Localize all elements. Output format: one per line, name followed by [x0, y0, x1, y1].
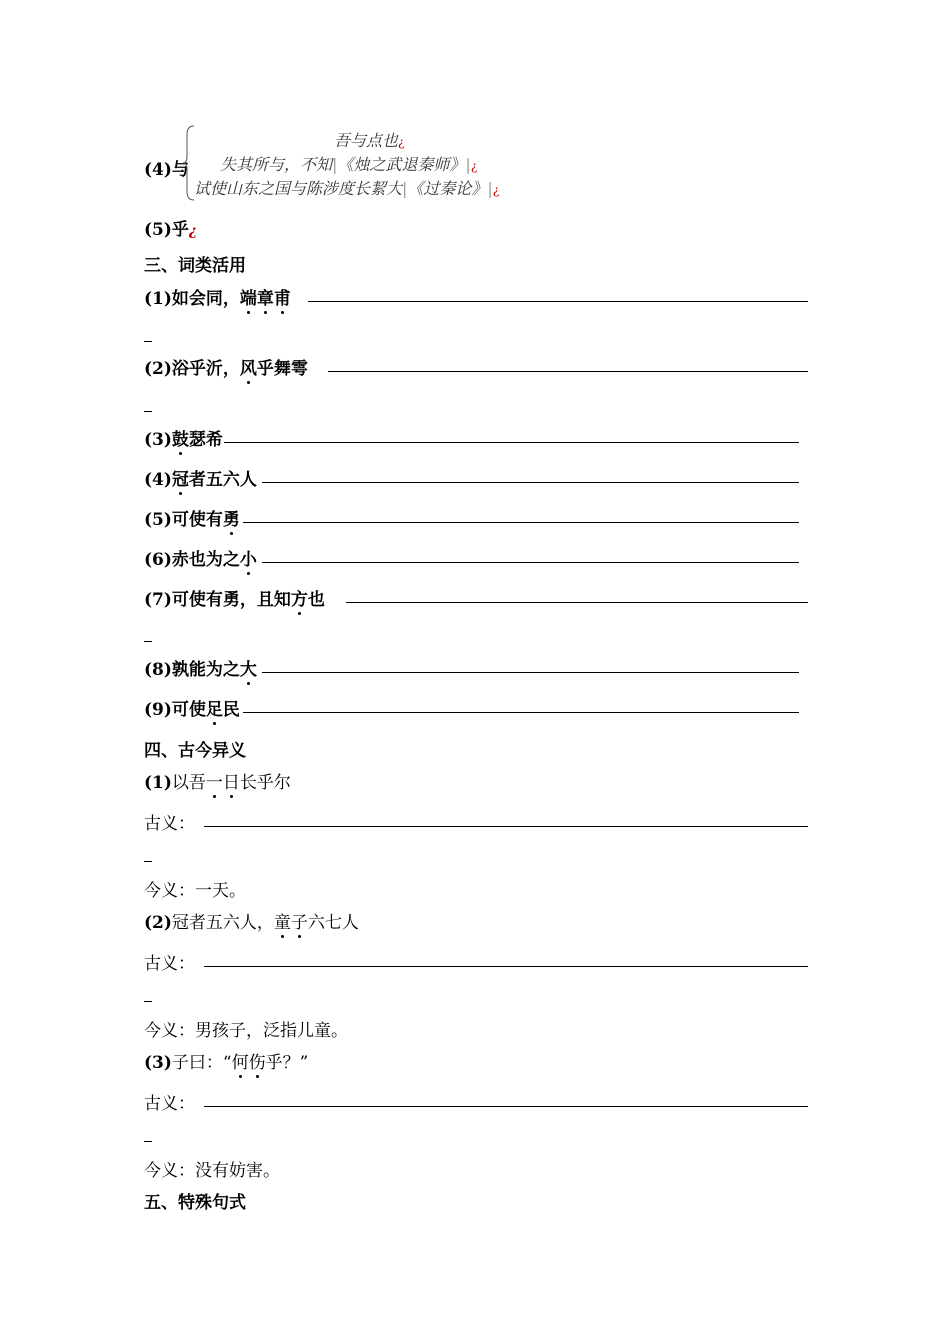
answer-line[interactable]	[243, 522, 799, 523]
answer-line[interactable]	[346, 602, 808, 603]
s4-item-3: (3)子曰：“何伤乎？”	[144, 1048, 308, 1073]
modern-meaning-1: 今义：一天。	[144, 881, 246, 901]
answer-line[interactable]	[204, 966, 808, 967]
yu-example-1: 吾与点也¿	[334, 131, 405, 150]
yu-example-3: 试使山东之国与陈涉度长絜大|《过秦论》|¿	[194, 179, 500, 198]
ancient-meaning-label: 古义：	[144, 1094, 195, 1114]
s3-item-5: (5)可使有勇	[144, 505, 240, 530]
s3-item-4: (4)冠者五六人	[144, 465, 257, 490]
s3-item-3: (3)鼓瑟希	[144, 425, 223, 450]
answer-line-continuation[interactable]	[144, 341, 152, 342]
answer-line[interactable]	[308, 301, 808, 302]
yu-example-2: 失其所与，不知|《烛之武退秦师》|¿	[220, 155, 478, 174]
modern-meaning-3: 今义：没有妨害。	[144, 1161, 280, 1181]
answer-line-continuation[interactable]	[144, 641, 152, 642]
answer-line-continuation[interactable]	[144, 1001, 152, 1002]
s3-item-7: (7)可使有勇，且知方也	[144, 585, 325, 610]
answer-line-continuation[interactable]	[144, 861, 152, 862]
s3-item-1: (1)如会同，端章甫	[144, 284, 291, 309]
s4-item-1: (1)以吾一日长乎尔	[144, 768, 291, 793]
ancient-meaning-label: 古义：	[144, 814, 195, 834]
answer-line[interactable]	[204, 826, 808, 827]
s3-item-6: (6)赤也为之小	[144, 545, 257, 570]
item-4-yu-label: (4)与	[144, 160, 189, 180]
heading-ancient-modern-meaning: 四、古今异义	[144, 741, 246, 761]
answer-line[interactable]	[328, 371, 808, 372]
answer-line[interactable]	[243, 712, 799, 713]
s3-item-9: (9)可使足民	[144, 695, 240, 720]
ancient-meaning-label: 古义：	[144, 954, 195, 974]
heading-special-sentence: 五、特殊句式	[144, 1193, 246, 1213]
answer-line[interactable]	[224, 442, 799, 443]
s4-item-2: (2)冠者五六人，童子六七人	[144, 908, 359, 933]
answer-line-continuation[interactable]	[144, 1141, 152, 1142]
s3-item-2: (2)浴乎沂，风乎舞雩	[144, 354, 308, 379]
answer-line[interactable]	[262, 482, 799, 483]
heading-word-class: 三、词类活用	[144, 256, 246, 276]
s3-item-8: (8)孰能为之大	[144, 655, 257, 680]
answer-line-continuation[interactable]	[144, 411, 152, 412]
answer-line[interactable]	[204, 1106, 808, 1107]
answer-line[interactable]	[262, 562, 799, 563]
item-5-hu: (5)乎¿	[144, 220, 198, 240]
answer-line[interactable]	[262, 672, 799, 673]
modern-meaning-2: 今义：男孩子，泛指儿童。	[144, 1021, 348, 1041]
